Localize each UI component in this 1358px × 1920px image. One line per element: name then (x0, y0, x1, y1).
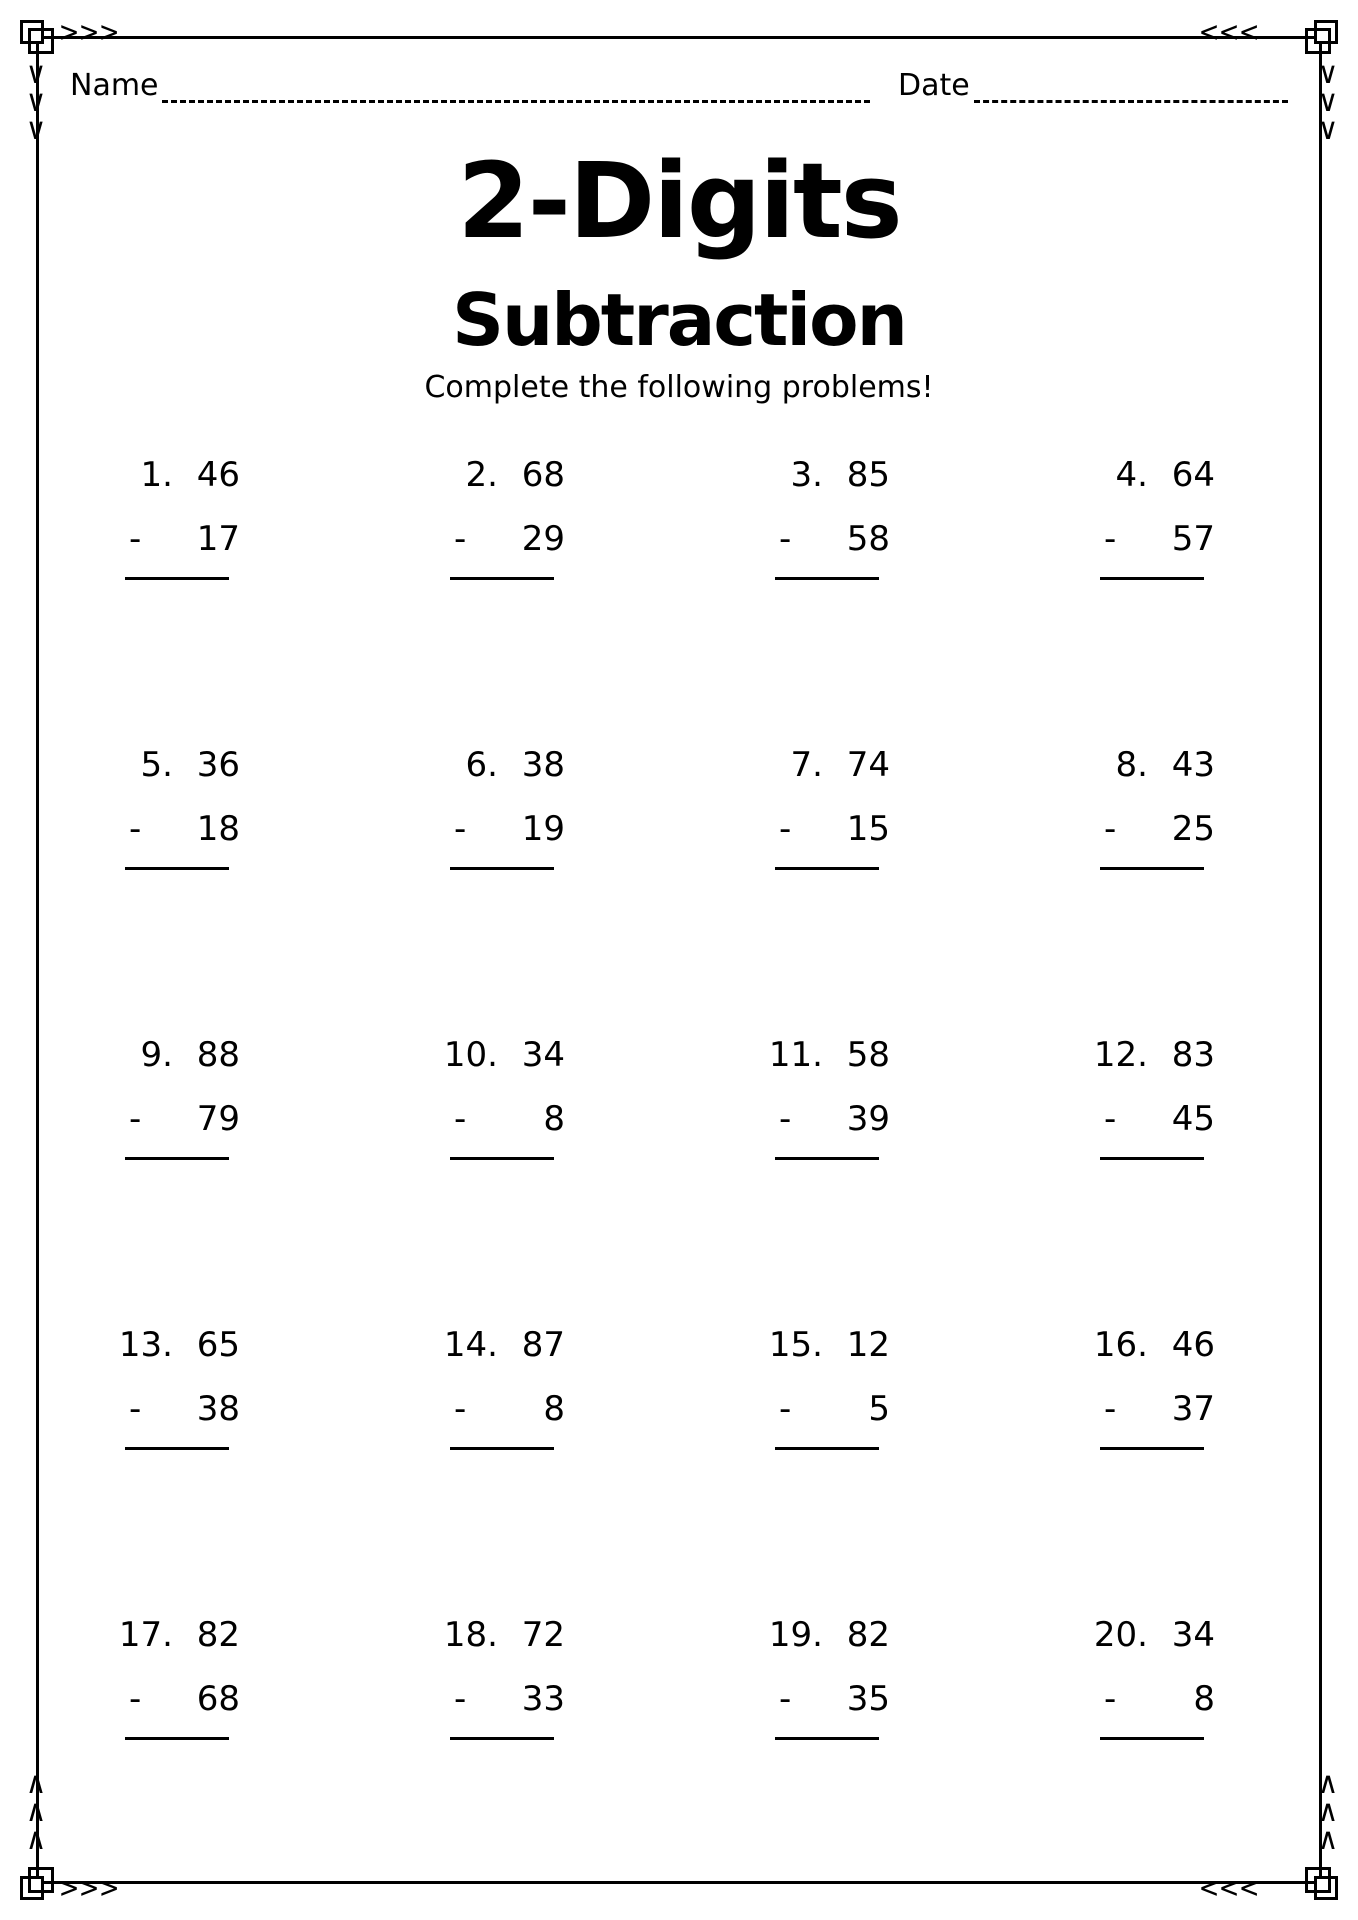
problem-number: 6. (465, 745, 498, 785)
answer-line[interactable] (1100, 867, 1204, 870)
subtrahend: 45 (1171, 1099, 1215, 1139)
answer-line[interactable] (775, 1737, 879, 1740)
problem-item (410, 1035, 620, 1185)
problem-item (735, 1615, 945, 1765)
problem-item (1060, 1035, 1270, 1185)
page-title: 2-Digits (457, 140, 901, 262)
answer-line[interactable] (450, 1157, 554, 1160)
problem-number: 5. (140, 745, 173, 785)
problem-number: 10. (443, 1035, 498, 1075)
problem-number: 1. (140, 455, 173, 495)
answer-line[interactable] (125, 1447, 229, 1450)
answer-line[interactable] (125, 867, 229, 870)
answer-line[interactable] (125, 577, 229, 580)
subtrahend: 33 (521, 1679, 565, 1719)
page-subtitle: Subtraction (452, 278, 906, 362)
minus-sign: - (454, 1679, 467, 1719)
answer-line[interactable] (1100, 1157, 1204, 1160)
answer-line[interactable] (775, 867, 879, 870)
problem-number: 14. (443, 1325, 498, 1365)
subtrahend: 18 (196, 809, 240, 849)
name-field[interactable] (162, 100, 870, 103)
minuend: 43 (1171, 745, 1215, 785)
problem-item (410, 1325, 620, 1475)
subtrahend: 29 (521, 519, 565, 559)
problem-number: 19. (768, 1615, 823, 1655)
minuend: 58 (846, 1035, 890, 1075)
subtrahend: 68 (196, 1679, 240, 1719)
answer-line[interactable] (1100, 577, 1204, 580)
minus-sign: - (454, 1389, 467, 1429)
subtrahend: 79 (196, 1099, 240, 1139)
subtrahend: 35 (846, 1679, 890, 1719)
subtrahend: 38 (196, 1389, 240, 1429)
arrow-up-icon: ∧ ∧ ∧ (26, 1766, 48, 1857)
date-label: Date (898, 68, 970, 103)
minuend: 46 (196, 455, 240, 495)
minus-sign: - (1104, 1389, 1117, 1429)
subtrahend: 19 (521, 809, 565, 849)
subtrahend: 39 (846, 1099, 890, 1139)
date-field[interactable] (974, 100, 1288, 103)
arrow-right-icon: >>> (60, 1871, 121, 1906)
answer-line[interactable] (1100, 1737, 1204, 1740)
problem-number: 3. (790, 455, 823, 495)
problem-item (1060, 1325, 1270, 1475)
minuend: 65 (196, 1325, 240, 1365)
minus-sign: - (779, 1389, 792, 1429)
minus-sign: - (779, 1099, 792, 1139)
arrow-right-icon: >>> (60, 15, 121, 50)
corner-ornament (1314, 20, 1338, 44)
problem-item (1060, 1615, 1270, 1765)
minus-sign: - (129, 1679, 142, 1719)
minus-sign: - (129, 1389, 142, 1429)
problem-item (735, 455, 945, 605)
answer-line[interactable] (775, 1447, 879, 1450)
minuend: 82 (196, 1615, 240, 1655)
minus-sign: - (454, 519, 467, 559)
subtrahend: 8 (543, 1099, 565, 1139)
answer-line[interactable] (125, 1157, 229, 1160)
problem-item (1060, 455, 1270, 605)
problem-number: 15. (768, 1325, 823, 1365)
problem-item (85, 745, 295, 895)
problem-item (85, 1035, 295, 1185)
subtrahend: 58 (846, 519, 890, 559)
problem-number: 8. (1115, 745, 1148, 785)
minuend: 87 (521, 1325, 565, 1365)
minus-sign: - (1104, 1679, 1117, 1719)
minus-sign: - (129, 519, 142, 559)
instructions: Complete the following problems! (424, 370, 934, 405)
arrow-up-icon: ∧ ∧ ∧ (1318, 1766, 1340, 1857)
problem-number: 7. (790, 745, 823, 785)
subtrahend: 15 (846, 809, 890, 849)
answer-line[interactable] (450, 867, 554, 870)
minus-sign: - (1104, 809, 1117, 849)
minus-sign: - (454, 809, 467, 849)
header-row (70, 60, 1288, 110)
answer-line[interactable] (1100, 1447, 1204, 1450)
problem-number: 9. (140, 1035, 173, 1075)
minuend: 34 (521, 1035, 565, 1075)
corner-ornament (1314, 1876, 1338, 1900)
problem-number: 16. (1093, 1325, 1148, 1365)
answer-line[interactable] (450, 577, 554, 580)
minuend: 74 (846, 745, 890, 785)
minuend: 64 (1171, 455, 1215, 495)
minus-sign: - (129, 809, 142, 849)
minuend: 46 (1171, 1325, 1215, 1365)
subtrahend: 8 (543, 1389, 565, 1429)
minuend: 83 (1171, 1035, 1215, 1075)
answer-line[interactable] (450, 1447, 554, 1450)
minuend: 12 (846, 1325, 890, 1365)
minus-sign: - (779, 1679, 792, 1719)
arrow-left-icon: <<< (1200, 15, 1261, 50)
minuend: 85 (846, 455, 890, 495)
minus-sign: - (454, 1099, 467, 1139)
answer-line[interactable] (125, 1737, 229, 1740)
subtrahend: 25 (1171, 809, 1215, 849)
problem-item (85, 455, 295, 605)
corner-ornament (20, 1876, 44, 1900)
subtrahend: 17 (196, 519, 240, 559)
problem-number: 12. (1093, 1035, 1148, 1075)
problem-item (735, 745, 945, 895)
name-label: Name (70, 68, 159, 103)
subtrahend: 57 (1171, 519, 1215, 559)
minus-sign: - (779, 519, 792, 559)
minus-sign: - (1104, 1099, 1117, 1139)
corner-ornament (20, 20, 44, 44)
problem-number: 13. (118, 1325, 173, 1365)
problem-number: 18. (443, 1615, 498, 1655)
problem-item (85, 1615, 295, 1765)
problem-item (410, 455, 620, 605)
minuend: 72 (521, 1615, 565, 1655)
problem-item (410, 1615, 620, 1765)
answer-line[interactable] (450, 1737, 554, 1740)
problem-item (410, 745, 620, 895)
problem-number: 20. (1093, 1615, 1148, 1655)
problem-item (735, 1035, 945, 1185)
minuend: 36 (196, 745, 240, 785)
minus-sign: - (779, 809, 792, 849)
subtrahend: 37 (1171, 1389, 1215, 1429)
problem-item (735, 1325, 945, 1475)
problem-number: 17. (118, 1615, 173, 1655)
subtrahend: 5 (868, 1389, 890, 1429)
problem-item (85, 1325, 295, 1475)
problem-number: 2. (465, 455, 498, 495)
minuend: 34 (1171, 1615, 1215, 1655)
arrow-down-icon: ∨ ∨ ∨ (1318, 56, 1340, 147)
minuend: 88 (196, 1035, 240, 1075)
arrow-down-icon: ∨ ∨ ∨ (26, 56, 48, 147)
minuend: 82 (846, 1615, 890, 1655)
problem-number: 4. (1115, 455, 1148, 495)
minuend: 68 (521, 455, 565, 495)
problem-item (1060, 745, 1270, 895)
subtrahend: 8 (1193, 1679, 1215, 1719)
minuend: 38 (521, 745, 565, 785)
answer-line[interactable] (775, 1157, 879, 1160)
minus-sign: - (129, 1099, 142, 1139)
answer-line[interactable] (775, 577, 879, 580)
minus-sign: - (1104, 519, 1117, 559)
arrow-left-icon: <<< (1200, 1871, 1261, 1906)
problem-number: 11. (768, 1035, 823, 1075)
